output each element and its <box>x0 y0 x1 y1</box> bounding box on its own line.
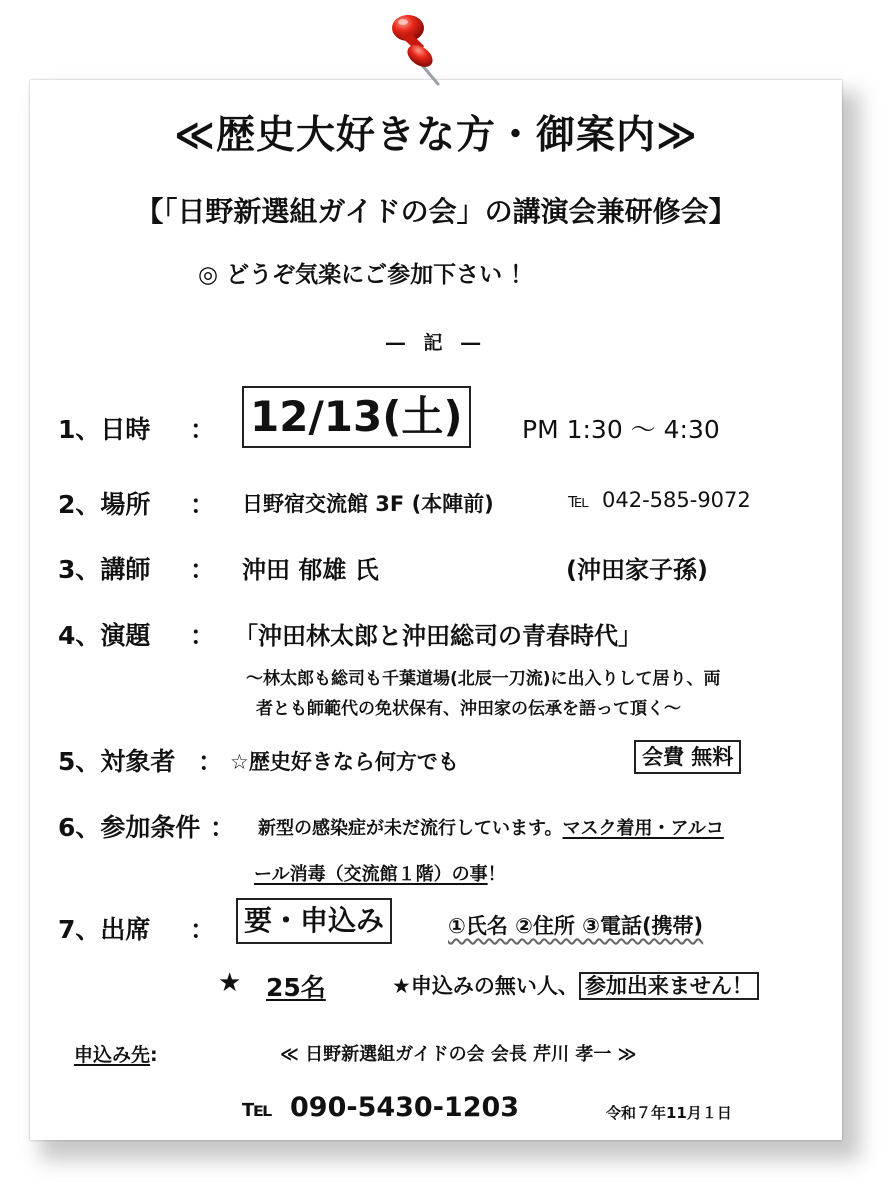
capacity: 25名 <box>266 973 326 1002</box>
item3-colon: ： <box>190 555 216 584</box>
condition-disinfect: ール消毒（交流館１階）の事 <box>254 864 488 885</box>
warning-box: 参加出来ません！ <box>579 972 759 1000</box>
pushpin-icon <box>380 6 450 90</box>
condition-line2 <box>254 860 506 886</box>
welcome-message: ◎ どうぞ気楽にご参加下さい ！ <box>198 262 534 288</box>
fee-box: 会費 無料 <box>634 740 741 774</box>
item5-label: 5、対象者 <box>58 747 176 776</box>
condition-line1 <box>258 814 724 840</box>
condition-mask: マスク着用・アルコ <box>562 818 724 839</box>
ki-heading: ― 記 ― <box>385 332 487 354</box>
item7-label: 7、出席 <box>58 915 151 944</box>
item2-label: 2、場所 <box>58 490 151 519</box>
contact-tel-mark: ℡ <box>242 1094 273 1122</box>
contact-colon: : <box>150 1044 158 1066</box>
venue-tel-mark: ℡ <box>568 488 590 512</box>
condition-exclaim: ！ <box>487 864 506 885</box>
item1-label: 1、日時 <box>58 415 151 444</box>
issue-date: 令和７年11月１日 <box>606 1104 732 1122</box>
event-date: 12/13(土) <box>242 386 471 448</box>
item7-colon: ： <box>190 915 216 944</box>
item4-colon: ： <box>190 621 216 650</box>
item4-label: 4、演題 <box>58 621 151 650</box>
venue: 日野宿交流館 3F (本陣前) <box>242 492 494 516</box>
flyer-subtitle: 【「日野新選組ガイドの会」の講演会兼研修会】 <box>135 195 737 228</box>
item2-colon: ： <box>190 490 216 519</box>
speaker: 沖田 郁雄 氏 <box>242 556 379 584</box>
audience: ☆歴史好きなら何方でも <box>230 750 459 774</box>
flyer-title: ≪歴史大好きな方・御案内≫ <box>174 113 698 158</box>
warning-text: ★申込みの無い人、 <box>392 974 579 998</box>
event-time: PM 1:30 ～ 4:30 <box>522 415 720 444</box>
item6-colon: ： <box>210 813 236 842</box>
topic: 「沖田林太郎と沖田総司の青春時代」 <box>234 622 642 650</box>
speaker-note: (沖田家子孫) <box>566 556 708 584</box>
application-fields: ①氏名 ②住所 ③電話(携帯) <box>448 914 704 938</box>
flyer-paper <box>30 80 842 1140</box>
item5-colon: ： <box>198 747 224 776</box>
contact-org: ≪ 日野新選組ガイドの会 会長 芹川 孝一 ≫ <box>280 1044 637 1065</box>
capacity-star: ★ <box>218 968 242 998</box>
topic-desc-line1: ～林太郎も総司も千葉道場(北辰一刀流)に出入りして居り、両 <box>246 669 721 689</box>
topic-desc-line2: 者とも師範代の免状保有、沖田家の伝承を語って頂く～ <box>256 699 681 719</box>
item6-label: 6、参加条件 <box>58 813 201 842</box>
application-required: 要・申込み <box>236 898 392 944</box>
contact-label-row <box>74 1040 158 1067</box>
item1-colon: ： <box>190 415 216 444</box>
no-application-warning <box>392 970 759 1000</box>
item3-label: 3、講師 <box>58 555 151 584</box>
condition-notice: 新型の感染症が未だ流行しています。 <box>258 818 563 839</box>
contact-label: 申込み先 <box>74 1044 151 1066</box>
contact-tel: 090-5430-1203 <box>290 1092 520 1123</box>
venue-tel: 042-585-9072 <box>602 488 751 512</box>
